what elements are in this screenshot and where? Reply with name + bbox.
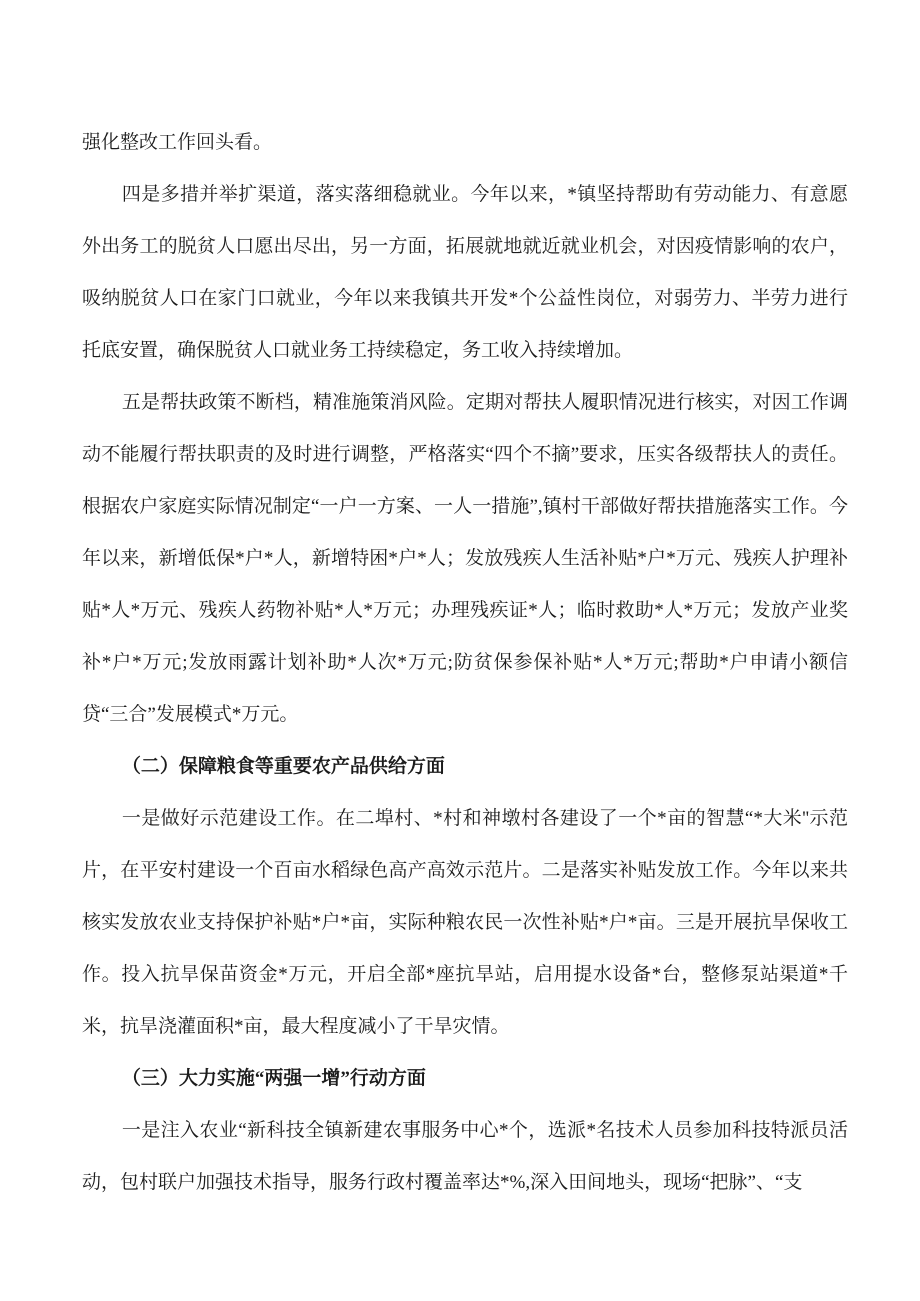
body-paragraph-continuation: 强化整改工作回头看。 xyxy=(82,132,273,153)
section-heading-three: （三）大力实施“两强一增”行动方面 xyxy=(121,1068,426,1089)
body-paragraph-item-five: 五是帮扶政策不断档，精准施策消风险。定期对帮扶人履职情况进行核实，对因工作调动不能履行帮扶职责的及时进行调整，严格落实“四个不摘”要求，压实各级帮扶人的责任。根据农户家庭实际情况制定“一户一方案、一人一措施”,镇村干部做好帮扶措施落实工作。今年以来，新增低保*户*人，新增特困*户*人；发放残疾人生活补贴*户*万元、残疾人护理补贴*人*万元、残疾人药物补贴*人*万元；办理残疾证*人；临时救助*人*万元；发放产业奖补*户*万元;发放雨露计划补助*人次*万元;防贫保参保补贴*人*万元;帮助*户申请小额信贷“三合”发展模式*万元。 xyxy=(82,392,848,725)
section-heading-two: （二）保障粮食等重要农产品供给方面 xyxy=(121,756,445,777)
body-paragraph-grain-supply: 一是做好示范建设工作。在二埠村、*村和神墩村各建设了一个*亩的智慧“*大米''示范片，在平安村建设一个百亩水稻绿色高产高效示范片。二是落实补贴发放工作。今年以来共核实发放农业支持保护补贴*户*亩，实际种粮农民一次性补贴*户*亩。三是开展抗旱保收工作。投入抗旱保苗资金*万元，开启全部*座抗旱站，启用提水设备*台，整修泵站渠道*千米，抗旱浇灌面积*亩，最大程度减小了干旱灾情。 xyxy=(82,808,848,1037)
body-paragraph-item-four: 四是多措并举扩渠道，落实落细稳就业。今年以来，*镇坚持帮助有劳动能力、有意愿外出务工的脱贫人口愿出尽出，另一方面，拓展就地就近就业机会，对因疫情影响的农户，吸纳脱贫人口在家门口就业，今年以来我镇共开发*个公益性岗位，对弱劳力、半劳力进行托底安置，确保脱贫人口就业务工持续稳定，务工收入持续增加。 xyxy=(82,184,848,361)
body-paragraph-agritech: 一是注入农业“新科技全镇新建农事服务中心*个，选派*名技术人员参加科技特派员活动，包村联户加强技术指导，服务行政村覆盖率达*%,深入田间地头，现场“把脉”、“支 xyxy=(82,1120,848,1193)
